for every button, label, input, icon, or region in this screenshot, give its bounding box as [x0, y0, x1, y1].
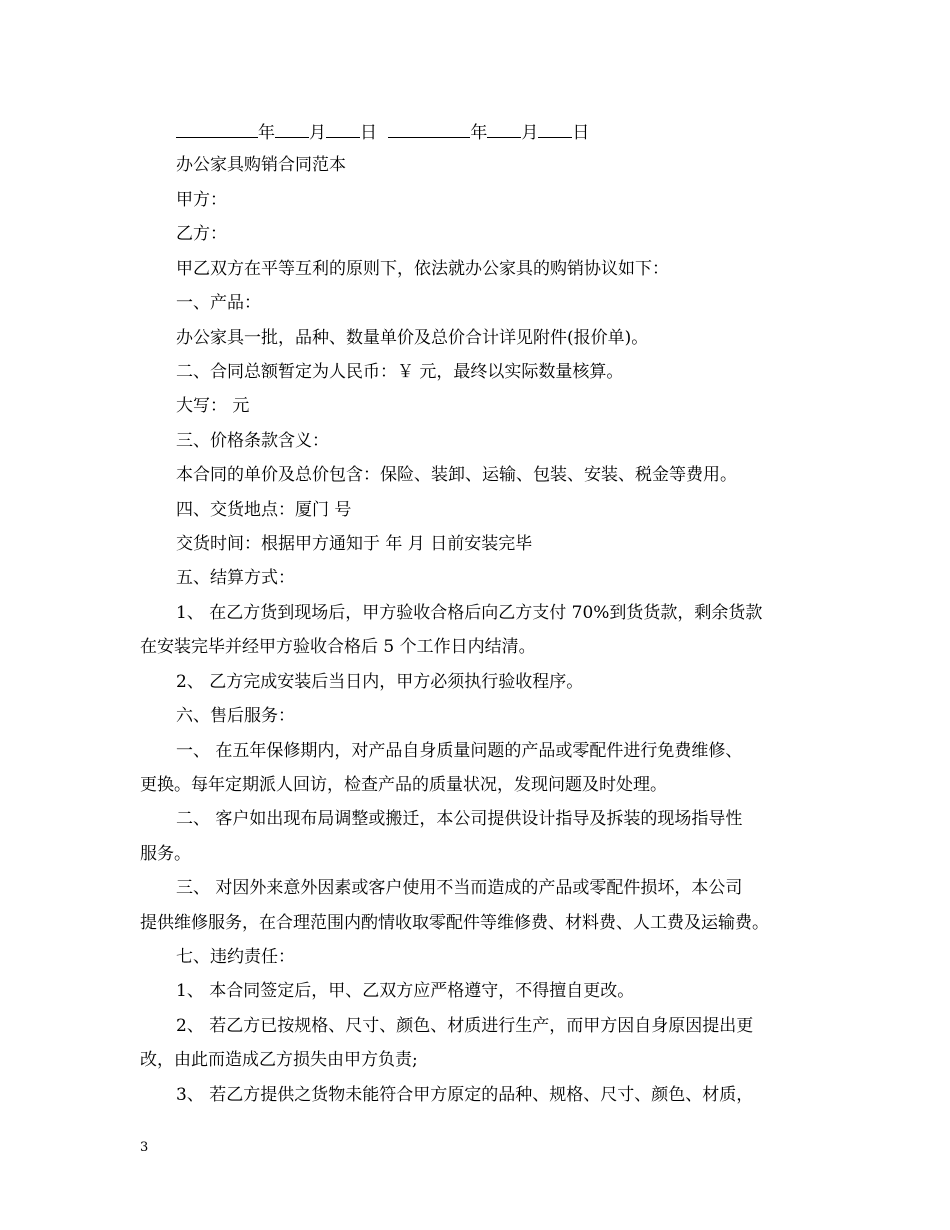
section-7-item-2-line-2: 改，由此而造成乙方损失由甲方负责;: [140, 1050, 418, 1070]
day-label-2: 日: [572, 123, 590, 143]
section-6-item-2-line-2: 服务。: [140, 844, 191, 864]
section-5-item-2: 2、 乙方完成安装后当日内，甲方必须执行验收程序。: [176, 672, 584, 692]
year-label-2: 年: [470, 123, 488, 143]
section-5-heading: 五、结算方式：: [176, 568, 295, 588]
month-blank-1: [275, 120, 309, 138]
year-label-1: 年: [258, 123, 275, 143]
section-7-item-2-line-1: 2、 若乙方已按规格、尺寸、颜色、材质进行生产，而甲方因自身原因提出更: [176, 1016, 754, 1036]
section-6-item-1-line-2: 更换。每年定期派人回访，检查产品的质量状况，发现问题及时处理。: [140, 775, 667, 795]
section-7-item-1: 1、 本合同签定后，甲、乙双方应严格遵守，不得擅自更改。: [176, 981, 635, 1001]
section-4-delivery-time: 交货时间：根据甲方通知于 年 月 日前安装完毕: [176, 534, 533, 554]
month-label-2: 月: [521, 123, 539, 143]
section-4-heading: 四、交货地点：厦门 号: [176, 500, 352, 520]
day-label-1: 日: [360, 123, 377, 143]
section-3-body: 本合同的单价及总价包含：保险、装卸、运输、包装、安装、税金等费用。: [176, 465, 737, 485]
party-b-label: 乙方：: [176, 224, 227, 244]
section-2-heading: 二、合同总额暂定为人民币：￥ 元，最终以实际数量核算。: [176, 362, 624, 382]
section-7-heading: 七、违约责任：: [176, 947, 295, 967]
document-title: 办公家具购销合同范本: [176, 155, 346, 175]
day-blank-2: [538, 120, 572, 138]
month-label-1: 月: [309, 123, 326, 143]
section-5-item-1-line-1: 1、 在乙方货到现场后，甲方验收合格后向乙方支付 70%到货货款，剩余货款: [176, 603, 763, 623]
section-6-item-3-line-1: 三、 对因外来意外因素或客户使用不当而造成的产品或零配件损坏，本公司: [176, 878, 743, 898]
section-3-heading: 三、价格条款含义：: [176, 431, 329, 451]
party-a-label: 甲方：: [176, 190, 227, 210]
intro-paragraph: 甲乙双方在平等互利的原则下，依法就办公家具的购销协议如下：: [176, 259, 669, 279]
section-6-item-1-line-1: 一、 在五年保修期内，对产品自身质量问题的产品或零配件进行免费维修、: [176, 741, 743, 761]
section-1-body: 办公家具一批，品种、数量单价及总价合计详见附件(报价单)。: [176, 328, 649, 348]
section-1-heading: 一、产品：: [176, 293, 261, 313]
section-7-item-3-line-1: 3、 若乙方提供之货物未能符合甲方原定的品种、规格、尺寸、颜色、材质，: [176, 1085, 754, 1105]
section-6-item-2-line-1: 二、 客户如出现布局调整或搬迁，本公司提供设计指导及拆装的现场指导性: [176, 809, 743, 829]
day-blank-1: [326, 120, 360, 138]
date-line: [176, 120, 589, 144]
month-blank-2: [487, 120, 521, 138]
section-2-amount-words: 大写： 元: [176, 396, 250, 416]
section-6-heading: 六、售后服务：: [176, 706, 295, 726]
year-blank-2: [388, 120, 470, 138]
section-5-item-1-line-2: 在安装完毕并经甲方验收合格后 5 个工作日内结清。: [140, 637, 536, 657]
year-blank-1: [176, 120, 258, 138]
page-number: 3: [140, 1140, 149, 1155]
section-6-item-3-line-2: 提供维修服务，在合理范围内酌情收取零配件等维修费、材料费、人工费及运输费。: [140, 913, 769, 933]
